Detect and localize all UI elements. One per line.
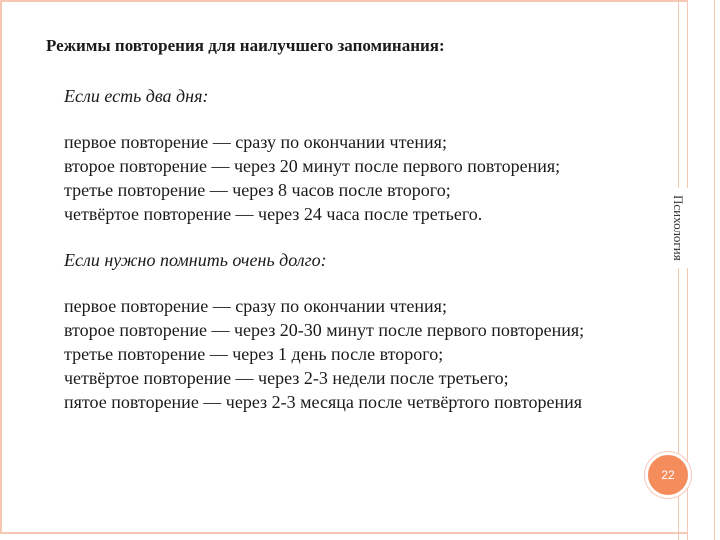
list-item: четвёртое повторение — через 2-3 недели после третьего; [64, 368, 509, 388]
list-item: первое повторение — сразу по окончании чтения; [64, 132, 447, 152]
frame-band [687, 0, 715, 540]
long-term-list [64, 294, 624, 414]
section-heading-long-term: Если нужно помнить очень долго: [64, 250, 327, 270]
list-item: пятое повторение — через 2-3 месяца после четвёртого повторения [64, 392, 582, 412]
side-label: Психология [668, 188, 688, 268]
list-item: третье повторение — через 1 день после второго; [64, 344, 444, 364]
section-heading-two-days: Если есть два дня: [64, 86, 209, 106]
page-number-badge: 22 [645, 452, 691, 498]
list-item: второе повторение — через 20-30 минут после первого повторения; [64, 320, 585, 340]
slide-title: Режимы повторения для наилучшего запоминания: [46, 36, 445, 55]
list-item: первое повторение — сразу по окончании чтения; [64, 296, 447, 316]
two-days-list [64, 130, 674, 226]
list-item: третье повторение — через 8 часов после второго; [64, 180, 451, 200]
list-item: второе повторение — через 20 минут после первого повторения; [64, 156, 561, 176]
list-item: четвёртое повторение — через 24 часа после третьего. [64, 204, 483, 224]
